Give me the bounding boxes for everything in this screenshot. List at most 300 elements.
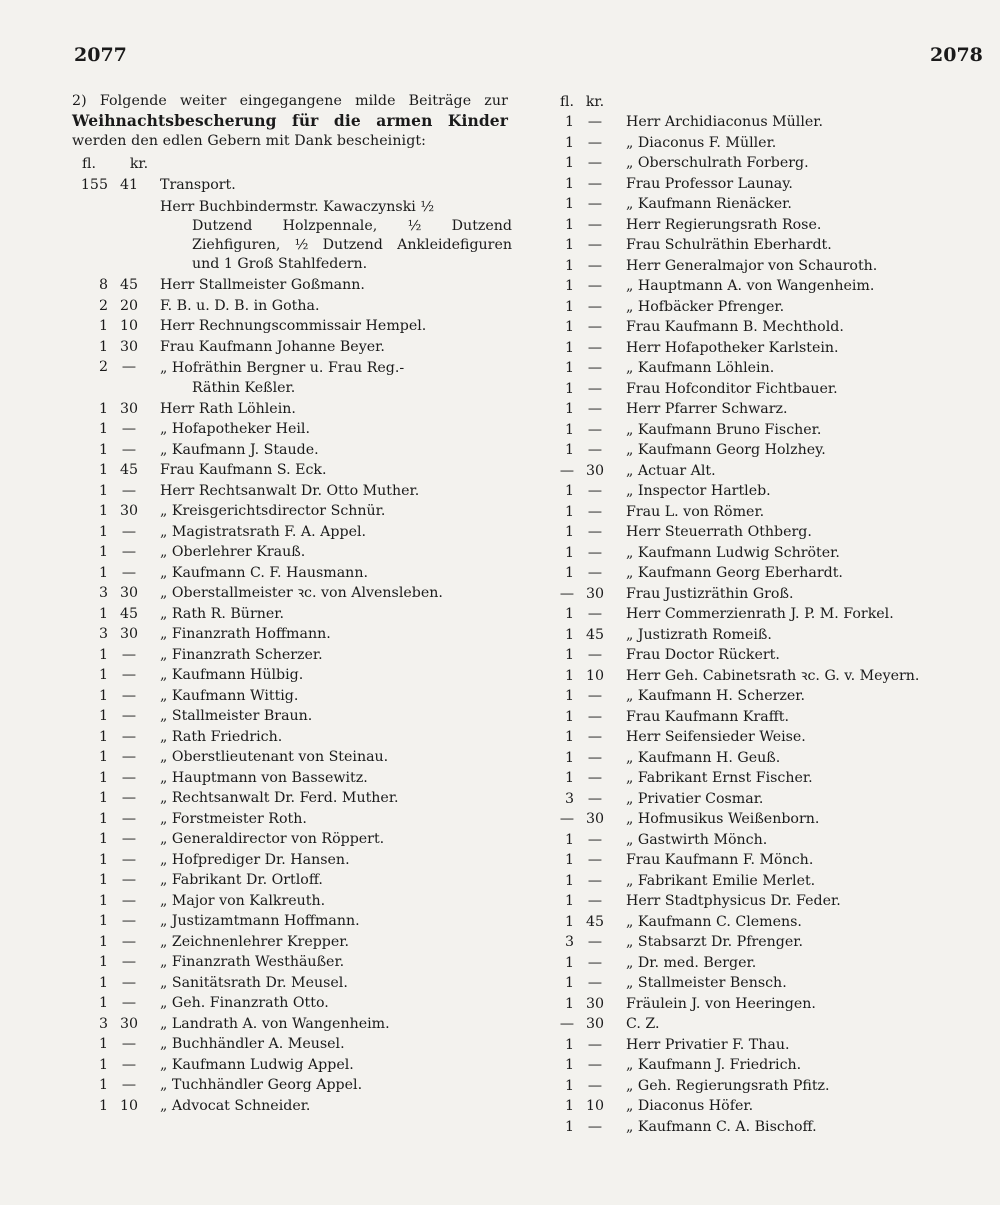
list-item [72, 768, 512, 789]
donor-name [150, 911, 512, 932]
donor-name-text: Herr Steuerrath Othberg. [626, 524, 812, 540]
donor-name-text: „ Rath Friedrich. [160, 728, 283, 745]
amount-kr: — [121, 708, 137, 724]
amount-fl: 8 [98, 277, 108, 293]
amount-kr: — [587, 175, 603, 192]
amount-fl: 1 [564, 196, 574, 212]
list-item [72, 501, 512, 522]
list-item [72, 993, 512, 1014]
amount-fl: 1 [98, 892, 108, 909]
amount-kr: — [121, 544, 137, 560]
list-item [538, 994, 978, 1015]
donor-name-text: C. Z. [626, 1016, 660, 1032]
amount-kr: — [587, 1118, 603, 1135]
amount-fl: 3 [564, 790, 574, 807]
amount-fl: 1 [98, 913, 108, 929]
donor-name-text: „ Fabrikant Dr. Ortloff. [160, 872, 323, 888]
amount-fl: 1 [564, 893, 574, 909]
donor-name-text: „ Oberstallmeister ꝛc. von Alvensleben. [160, 585, 443, 601]
donor-name-text: „ Kreisgerichtsdirector Schnür. [160, 503, 386, 519]
list-item [72, 1075, 512, 1096]
amount-fl: 1 [564, 421, 574, 438]
amount-kr: — [121, 1077, 137, 1093]
donor-name-text: Herr Hofapotheker Karlstein. [626, 339, 839, 356]
donor-name-text: Frau Kaufmann F. Mönch. [626, 852, 814, 868]
donor-name [150, 850, 512, 871]
donor-name [150, 645, 512, 666]
donor-name-text: „ Magistratsrath F. A. Appel. [160, 523, 367, 540]
list-item [538, 399, 978, 420]
donor-name-text: „ Diaconus F. Müller. [626, 134, 777, 151]
left-column [72, 92, 512, 1116]
list-item [72, 275, 512, 296]
list-item [538, 625, 978, 646]
amount-fl: 1 [98, 687, 108, 704]
list-item [72, 788, 512, 809]
amount-fl: 1 [98, 667, 108, 683]
donor-name-text: Frau Schulräthin Eberhardt. [626, 237, 832, 253]
amount-kr: 45 [119, 605, 139, 622]
list-item [72, 440, 512, 461]
donor-name [616, 276, 978, 297]
amount-fl: 1 [564, 380, 574, 397]
amount-fl: 1 [98, 708, 108, 724]
donor-name [616, 215, 978, 236]
donor-name [616, 543, 978, 564]
donor-name-text: Herr Seifensieder Weise. [626, 729, 806, 745]
amount-fl: 1 [98, 831, 108, 847]
amount-kr: — [121, 667, 137, 683]
amount-kr: — [121, 892, 137, 909]
donor-name [150, 440, 512, 461]
list-item [538, 420, 978, 441]
list-item [72, 727, 512, 748]
donor-name [616, 645, 978, 666]
list-item [72, 891, 512, 912]
amount-kr: — [587, 544, 603, 561]
amount-fl: 1 [98, 503, 108, 519]
amount-kr: 30 [585, 462, 605, 479]
donor-name [150, 952, 512, 973]
amount-kr: 41 [119, 177, 139, 193]
intro-lead: 2) Folgende weiter eingegangene milde Beiträge zur [72, 93, 508, 109]
amount-kr: — [121, 872, 137, 888]
list-item [72, 911, 512, 932]
list-item [538, 235, 978, 256]
amount-fl: 1 [98, 318, 108, 334]
amount-fl: 1 [564, 688, 574, 704]
amount-kr: — [587, 298, 603, 315]
donor-name-text: Frau Professor Launay. [626, 175, 793, 192]
amount-fl: 1 [564, 1077, 574, 1094]
amount-fl: 155 [80, 177, 108, 193]
donor-name-text: „ Hofprediger Dr. Hansen. [160, 851, 350, 868]
amount-kr: — [121, 790, 137, 806]
donor-name [616, 1035, 978, 1056]
amount-kr: — [121, 359, 137, 375]
amount-fl: — [559, 1016, 574, 1032]
list-item [538, 809, 978, 830]
list-item [538, 133, 978, 154]
list-item [538, 1076, 978, 1097]
list-item [538, 1117, 978, 1138]
list-item [538, 194, 978, 215]
donor-name-text: „ Kaufmann Ludwig Appel. [160, 1056, 354, 1073]
donor-name-text: „ Kaufmann Georg Holzhey. [626, 442, 826, 458]
amount-fl: — [559, 585, 574, 602]
donor-name-text: „ Oberstlieutenant von Steinau. [160, 749, 389, 765]
amount-kr: 30 [585, 1016, 605, 1032]
amount-fl: 1 [564, 852, 574, 868]
amount-kr: 45 [119, 462, 139, 478]
amount-fl: 1 [564, 770, 574, 786]
amount-kr: 30 [119, 585, 139, 601]
donor-name-text: „ Kaufmann C. F. Hausmann. [160, 564, 368, 581]
donor-name [150, 706, 512, 727]
donor-name [616, 953, 978, 974]
donor-name-text: „ Hofräthin Bergner u. Frau Reg.- [160, 360, 405, 376]
donor-name-text: Herr Privatier F. Thau. [626, 1036, 790, 1053]
amount-fl: 1 [98, 1097, 108, 1114]
list-item [72, 316, 512, 337]
amount-fl: 1 [564, 237, 574, 253]
donor-name-text: „ Actuar Alt. [626, 462, 716, 479]
amount-kr: — [587, 729, 603, 745]
list-item [538, 502, 978, 523]
donor-list-left [72, 175, 512, 1116]
amount-fl: 1 [98, 523, 108, 540]
amount-fl: 1 [564, 442, 574, 458]
donor-name-text: „ Buchhändler A. Meusel. [160, 1036, 345, 1052]
list-item [72, 850, 512, 871]
donor-name [616, 1055, 978, 1076]
donor-name [150, 604, 512, 625]
donor-name [150, 275, 512, 296]
donor-name [150, 583, 512, 604]
list-item [538, 604, 978, 625]
amount-kr: 45 [585, 913, 605, 930]
donor-name-text: Herr Buchbindermstr. Kawaczynski ½ [160, 198, 435, 215]
donor-name-text: „ Tuchhändler Georg Appel. [160, 1077, 363, 1093]
donor-name [150, 788, 512, 809]
list-item [72, 932, 512, 953]
amount-kr: — [121, 954, 137, 970]
amount-kr: — [587, 134, 603, 151]
donor-name [616, 297, 978, 318]
list-item [538, 932, 978, 953]
amount-fl: 1 [564, 278, 574, 294]
amount-fl: 1 [98, 564, 108, 581]
donor-name-text: „ Dr. med. Berger. [626, 954, 757, 971]
donor-name-text: Herr Regierungsrath Rose. [626, 216, 822, 233]
donor-name-continuation: Dutzend Holzpennale, ½ Dutzend Ziehfiguren, ½ Dutzend Ankleidefiguren und 1 Groß Stahlfedern. [192, 218, 512, 272]
page-number-left: 2077 [74, 44, 127, 66]
page-number-right: 2078 [930, 44, 983, 66]
donor-name-text: Frau Justizräthin Groß. [626, 585, 794, 602]
amount-kr: — [121, 1056, 137, 1073]
donor-name-text: „ Kaufmann Rienäcker. [626, 196, 792, 212]
donor-name [616, 358, 978, 379]
donor-name [150, 196, 512, 276]
donor-name-text: Frau L. von Römer. [626, 503, 765, 520]
donor-name [616, 584, 978, 605]
amount-fl: 1 [564, 1036, 574, 1053]
donor-name [150, 1075, 512, 1096]
amount-kr: — [587, 196, 603, 212]
amount-fl: 2 [98, 297, 108, 314]
donor-name [616, 338, 978, 359]
donor-name [616, 1014, 978, 1035]
list-item [538, 358, 978, 379]
amount-kr: — [587, 114, 603, 130]
list-item [538, 522, 978, 543]
donor-name-text: „ Rechtsanwalt Dr. Ferd. Muther. [160, 790, 399, 806]
amount-fl: 1 [98, 338, 108, 355]
donor-name-text: „ Kaufmann Wittig. [160, 687, 299, 704]
amount-kr [108, 196, 150, 276]
donor-name-text: Transport. [160, 177, 236, 193]
amount-kr: 30 [119, 626, 139, 642]
intro-paragraph [72, 92, 512, 151]
list-item [72, 624, 512, 645]
amount-fl: 1 [98, 995, 108, 1011]
amount-fl: 1 [564, 831, 574, 848]
list-item [538, 215, 978, 236]
amount-fl: 1 [564, 216, 574, 233]
donor-name-text: „ Inspector Hartleb. [626, 483, 771, 499]
donor-name [616, 912, 978, 933]
donor-name-text: „ Major von Kalkreuth. [160, 892, 326, 909]
list-item [538, 317, 978, 338]
amount-fl: 1 [564, 1098, 574, 1114]
donor-name [616, 727, 978, 748]
amount-kr: — [121, 687, 137, 704]
list-item [72, 399, 512, 420]
amount-kr: — [587, 770, 603, 786]
donor-name [616, 112, 978, 133]
donor-name [616, 481, 978, 502]
amount-kr: — [121, 831, 137, 847]
amount-fl: 1 [98, 400, 108, 417]
amount-fl: 1 [564, 647, 574, 663]
donor-name-text: Fräulein J. von Heeringen. [626, 995, 816, 1012]
donor-name [150, 1034, 512, 1055]
list-item [72, 1014, 512, 1035]
amount-kr: 45 [585, 626, 605, 643]
donor-name-text: „ Advocat Schneider. [160, 1097, 311, 1114]
list-item [72, 809, 512, 830]
header-fl: fl. [82, 156, 96, 172]
list-item [72, 1034, 512, 1055]
amount-kr: — [587, 319, 603, 335]
amount-kr: — [121, 749, 137, 765]
amount-kr: 30 [585, 585, 605, 602]
donor-list-right [538, 112, 978, 1137]
amount-kr: 45 [119, 277, 139, 293]
amount-fl: 1 [98, 605, 108, 622]
amount-kr: 30 [119, 400, 139, 417]
donor-name [616, 1117, 978, 1138]
amount-fl: 1 [564, 257, 574, 274]
amount-kr: — [587, 421, 603, 438]
amount-kr: — [121, 564, 137, 581]
donor-name [150, 768, 512, 789]
list-item [538, 338, 978, 359]
donor-name-text: Herr Pfarrer Schwarz. [626, 401, 788, 417]
donor-name-text: F. B. u. D. B. in Gotha. [160, 297, 320, 314]
donor-name [616, 871, 978, 892]
amount-fl: 3 [98, 585, 108, 601]
list-item [72, 665, 512, 686]
list-item [538, 850, 978, 871]
intro-bold: Weihnachtsbescherung für die armen Kinder [72, 111, 508, 130]
amount-fl: 1 [564, 729, 574, 745]
amount-kr: 10 [585, 667, 605, 684]
column-header-right [538, 92, 978, 112]
list-item [538, 481, 978, 502]
amount-kr: — [121, 523, 137, 540]
list-item [538, 461, 978, 482]
donor-name [150, 501, 512, 522]
list-item [538, 1035, 978, 1056]
amount-fl: — [559, 811, 574, 827]
list-item [72, 973, 512, 994]
amount-fl: 1 [564, 360, 574, 376]
amount-fl: 1 [98, 462, 108, 478]
amount-fl: 1 [564, 606, 574, 622]
donor-name-text: „ Fabrikant Emilie Merlet. [626, 872, 816, 889]
donor-name [150, 1096, 512, 1117]
amount-fl: 2 [98, 359, 108, 375]
list-item [538, 379, 978, 400]
donor-name-text: Herr Rechtsanwalt Dr. Otto Muther. [160, 482, 420, 499]
amount-kr: — [587, 852, 603, 868]
donor-name-text: „ Generaldirector von Röppert. [160, 831, 385, 847]
donor-name-text: „ Oberlehrer Krauß. [160, 544, 306, 560]
donor-name-text: „ Diaconus Höfer. [626, 1098, 754, 1114]
amount-kr: — [587, 360, 603, 376]
donor-name [150, 727, 512, 748]
amount-kr: — [587, 749, 603, 766]
amount-kr: — [587, 872, 603, 889]
donor-name-text: Herr Rath Löhlein. [160, 400, 296, 417]
donor-name-text: „ Kaufmann H. Geuß. [626, 749, 781, 766]
amount-fl: 3 [98, 1015, 108, 1032]
donor-name-text: Herr Generalmajor von Schauroth. [626, 257, 878, 274]
list-item [538, 584, 978, 605]
donor-name [616, 1076, 978, 1097]
donor-name [150, 522, 512, 543]
donor-name-text: „ Geh. Finanzrath Otto. [160, 995, 329, 1011]
amount-fl: 1 [564, 524, 574, 540]
donor-name [150, 932, 512, 953]
donor-name-text: „ Kaufmann Löhlein. [626, 360, 775, 376]
donor-name-text: „ Forstmeister Roth. [160, 810, 307, 827]
column-header-left [72, 153, 512, 175]
amount-fl: 1 [564, 1118, 574, 1135]
list-item [538, 563, 978, 584]
amount-kr: — [587, 524, 603, 540]
donor-name [616, 891, 978, 912]
list-item [538, 256, 978, 277]
amount-fl: 1 [98, 810, 108, 827]
donor-name-text: „ Finanzrath Hoffmann. [160, 626, 331, 642]
amount-fl: 1 [98, 544, 108, 560]
donor-name-text: Frau Kaufmann B. Mechthold. [626, 319, 844, 335]
amount-fl: 1 [564, 913, 574, 930]
amount-fl: 1 [98, 1077, 108, 1093]
list-item [538, 891, 978, 912]
donor-name [150, 563, 512, 584]
amount-kr: — [121, 728, 137, 745]
list-item [538, 666, 978, 687]
list-item [538, 543, 978, 564]
amount-fl: 1 [98, 851, 108, 868]
list-item [538, 789, 978, 810]
donor-name [150, 175, 512, 196]
list-item [538, 912, 978, 933]
list-item [72, 481, 512, 502]
list-item [538, 707, 978, 728]
donor-name-text: „ Stallmeister Bensch. [626, 975, 787, 991]
donor-name-text: „ Justizrath Romeiß. [626, 626, 772, 643]
amount-kr: 30 [119, 503, 139, 519]
donor-name-text: „ Hofmusikus Weißenborn. [626, 811, 820, 827]
donor-name-text: „ Sanitätsrath Dr. Meusel. [160, 974, 348, 991]
donor-name [150, 481, 512, 502]
list-item [72, 686, 512, 707]
amount-fl: 1 [98, 441, 108, 458]
amount-kr: — [587, 339, 603, 356]
donor-name [616, 789, 978, 810]
donor-name [616, 133, 978, 154]
amount-fl [72, 196, 108, 276]
donor-name-text: „ Kaufmann Bruno Fischer. [626, 421, 822, 438]
amount-fl: 1 [98, 728, 108, 745]
amount-kr: — [587, 565, 603, 581]
amount-kr: 30 [119, 338, 139, 355]
amount-fl: 1 [98, 933, 108, 950]
donor-name [616, 461, 978, 482]
header-fl: fl. [560, 94, 574, 110]
amount-kr: — [121, 482, 137, 499]
donor-name [616, 748, 978, 769]
amount-fl: 1 [564, 175, 574, 192]
donor-name-text: „ Privatier Cosmar. [626, 790, 764, 807]
list-item [538, 297, 978, 318]
amount-kr: — [121, 1036, 137, 1052]
amount-fl: 1 [564, 749, 574, 766]
donor-name-text: „ Finanzrath Westhäußer. [160, 954, 345, 970]
donor-name [150, 337, 512, 358]
donor-name-text: Herr Stadtphysicus Dr. Feder. [626, 893, 841, 909]
amount-kr: — [121, 995, 137, 1011]
donor-name [150, 357, 512, 399]
list-item [72, 645, 512, 666]
donor-name-text: „ Kaufmann Hülbig. [160, 667, 304, 683]
list-item [72, 706, 512, 727]
amount-fl: 1 [564, 298, 574, 315]
donor-name-text: „ Hofapotheker Heil. [160, 421, 310, 437]
amount-kr: — [587, 708, 603, 725]
donor-name-text: Frau Hofconditor Fichtbauer. [626, 380, 838, 397]
donor-name [616, 563, 978, 584]
donor-name-text: Frau Kaufmann Johanne Beyer. [160, 338, 385, 355]
amount-fl: — [559, 462, 574, 479]
amount-fl: 1 [98, 749, 108, 765]
amount-fl: 1 [564, 667, 574, 684]
amount-kr: — [587, 647, 603, 663]
